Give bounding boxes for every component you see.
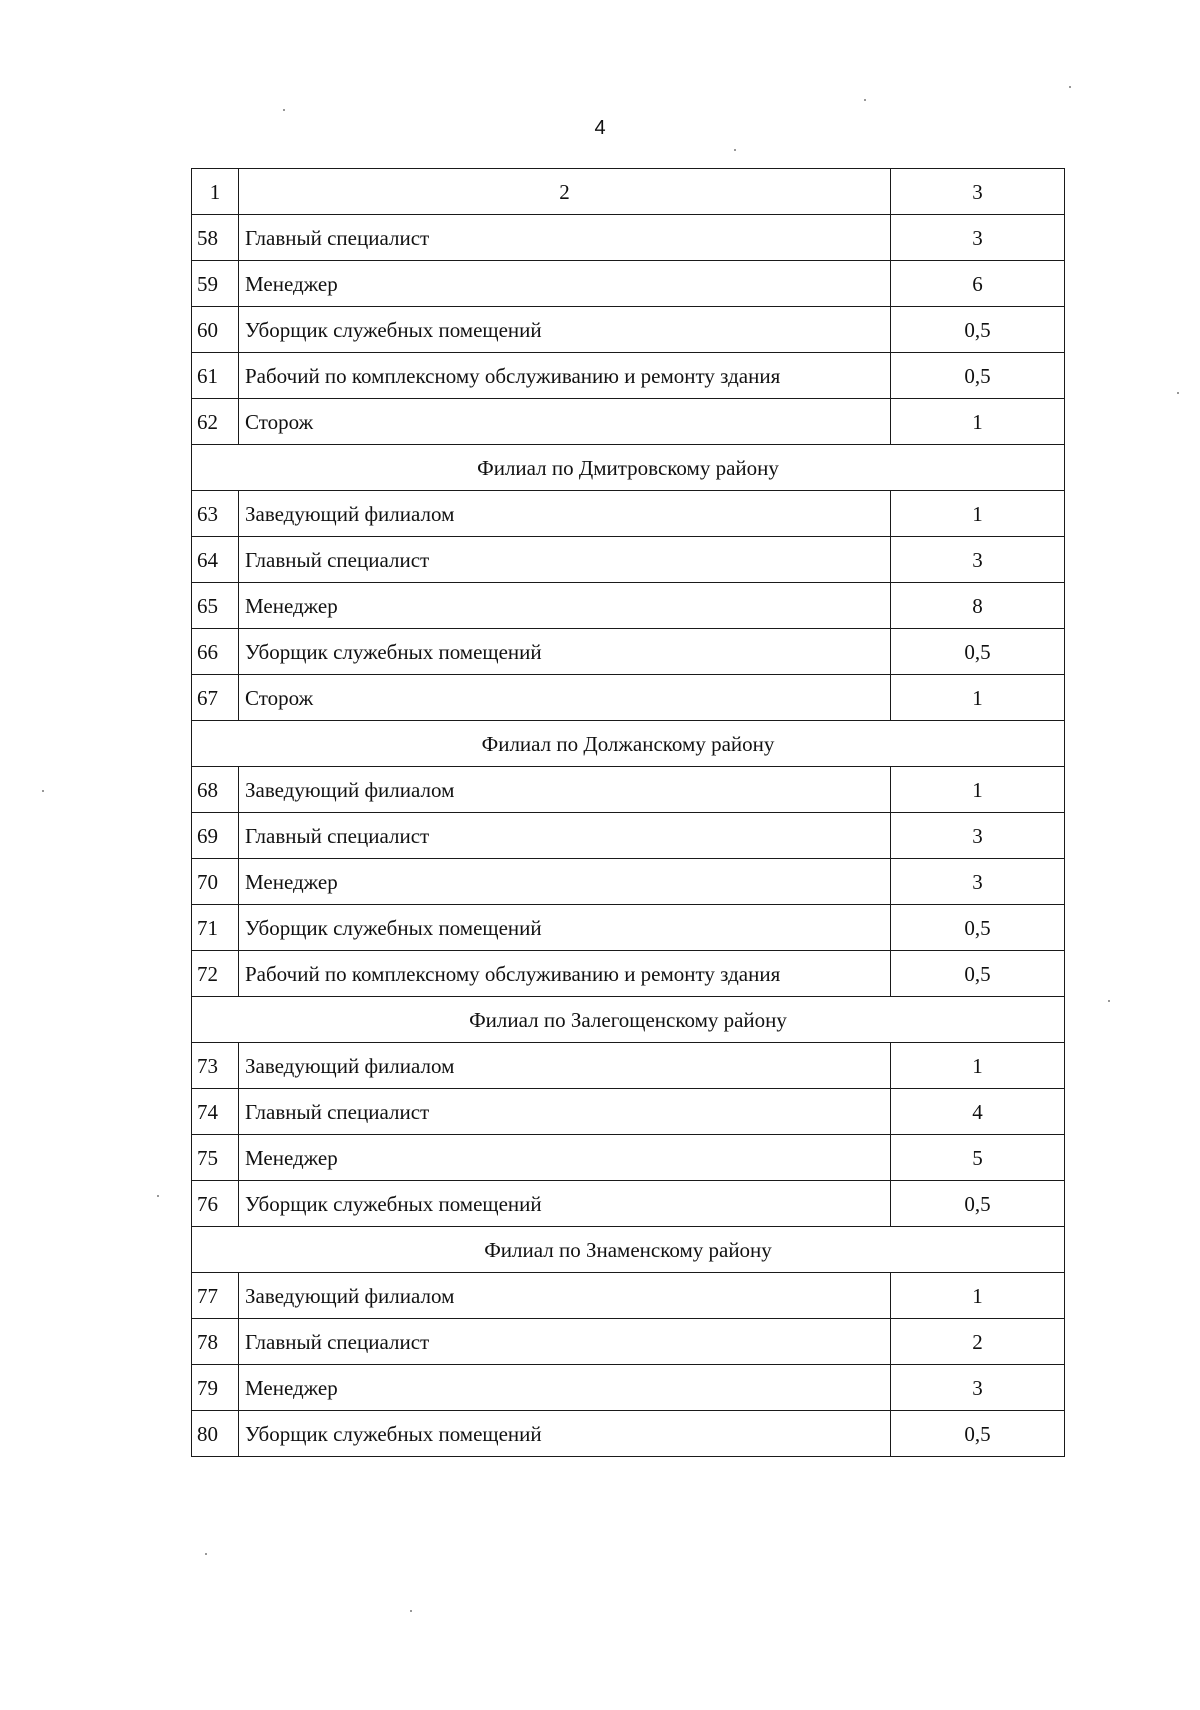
position-name-cell: Уборщик служебных помещений	[239, 307, 891, 353]
staff-quantity-cell: 0,5	[891, 629, 1065, 675]
position-name-cell: Главный специалист	[239, 1089, 891, 1135]
scan-speck	[1108, 1000, 1110, 1002]
staff-table	[191, 168, 1065, 1457]
row-number-cell: 80	[192, 1411, 239, 1457]
position-name-cell: Менеджер	[239, 1135, 891, 1181]
staff-quantity-cell: 0,5	[891, 307, 1065, 353]
page-number: 4	[594, 117, 606, 139]
row-number-cell: 77	[192, 1273, 239, 1319]
row-number-cell: 66	[192, 629, 239, 675]
table-row	[192, 951, 1065, 997]
position-name-cell: Уборщик служебных помещений	[239, 1181, 891, 1227]
scan-speck	[283, 109, 285, 111]
table-row	[192, 307, 1065, 353]
position-name-cell: Уборщик служебных помещений	[239, 905, 891, 951]
row-number-cell: 75	[192, 1135, 239, 1181]
row-number-cell: 64	[192, 537, 239, 583]
position-name-cell: Заведующий филиалом	[239, 1273, 891, 1319]
position-name-cell: Менеджер	[239, 583, 891, 629]
staff-quantity-cell: 2	[891, 1319, 1065, 1365]
position-name-cell: Заведующий филиалом	[239, 767, 891, 813]
table-row	[192, 1319, 1065, 1365]
table-row	[192, 859, 1065, 905]
header-cell-quantity: 3	[891, 169, 1065, 215]
row-number-cell: 62	[192, 399, 239, 445]
table-row	[192, 675, 1065, 721]
table-row	[192, 1135, 1065, 1181]
staff-quantity-cell: 0,5	[891, 1181, 1065, 1227]
table-row	[192, 767, 1065, 813]
table-row	[192, 1043, 1065, 1089]
row-number-cell: 63	[192, 491, 239, 537]
branch-section-row	[192, 721, 1065, 767]
row-number-cell: 73	[192, 1043, 239, 1089]
scan-speck	[410, 1610, 412, 1612]
header-cell-name: 2	[239, 169, 891, 215]
table-row	[192, 1089, 1065, 1135]
position-name-cell: Уборщик служебных помещений	[239, 1411, 891, 1457]
table-row	[192, 399, 1065, 445]
branch-section-title: Филиал по Знаменскому району	[192, 1227, 1065, 1273]
row-number-cell: 72	[192, 951, 239, 997]
table-row	[192, 537, 1065, 583]
scan-speck	[205, 1553, 207, 1555]
position-name-cell: Рабочий по комплексному обслуживанию и ремонту здания	[239, 951, 891, 997]
position-name-cell: Главный специалист	[239, 813, 891, 859]
staff-quantity-cell: 6	[891, 261, 1065, 307]
position-name-cell: Менеджер	[239, 859, 891, 905]
table-row	[192, 1181, 1065, 1227]
scan-speck	[42, 790, 44, 792]
position-name-cell: Заведующий филиалом	[239, 1043, 891, 1089]
position-name-cell: Главный специалист	[239, 537, 891, 583]
table-row	[192, 583, 1065, 629]
position-name-cell: Главный специалист	[239, 1319, 891, 1365]
position-name-cell: Главный специалист	[239, 215, 891, 261]
row-number-cell: 58	[192, 215, 239, 261]
staff-quantity-cell: 1	[891, 491, 1065, 537]
table-row	[192, 813, 1065, 859]
branch-section-row	[192, 1227, 1065, 1273]
position-name-cell: Сторож	[239, 399, 891, 445]
scan-speck	[864, 99, 866, 101]
branch-section-title: Филиал по Должанскому району	[192, 721, 1065, 767]
row-number-cell: 59	[192, 261, 239, 307]
row-number-cell: 60	[192, 307, 239, 353]
table-row	[192, 1365, 1065, 1411]
branch-section-title: Филиал по Дмитровскому району	[192, 445, 1065, 491]
row-number-cell: 78	[192, 1319, 239, 1365]
table-row	[192, 905, 1065, 951]
scan-speck	[1177, 392, 1179, 394]
row-number-cell: 76	[192, 1181, 239, 1227]
row-number-cell: 74	[192, 1089, 239, 1135]
table-row	[192, 353, 1065, 399]
staff-quantity-cell: 1	[891, 1273, 1065, 1319]
branch-section-title: Филиал по Залегощенскому району	[192, 997, 1065, 1043]
position-name-cell: Менеджер	[239, 1365, 891, 1411]
position-name-cell: Сторож	[239, 675, 891, 721]
row-number-cell: 65	[192, 583, 239, 629]
staff-quantity-cell: 3	[891, 537, 1065, 583]
staff-quantity-cell: 3	[891, 859, 1065, 905]
row-number-cell: 71	[192, 905, 239, 951]
table-row	[192, 491, 1065, 537]
staff-quantity-cell: 3	[891, 1365, 1065, 1411]
staff-quantity-cell: 1	[891, 1043, 1065, 1089]
staff-quantity-cell: 0,5	[891, 1411, 1065, 1457]
scan-speck	[157, 1195, 159, 1197]
scan-speck	[1069, 86, 1071, 88]
header-cell-number: 1	[192, 169, 239, 215]
position-name-cell: Менеджер	[239, 261, 891, 307]
staff-quantity-cell: 0,5	[891, 353, 1065, 399]
table-row	[192, 261, 1065, 307]
staff-quantity-cell: 8	[891, 583, 1065, 629]
position-name-cell: Заведующий филиалом	[239, 491, 891, 537]
branch-section-row	[192, 997, 1065, 1043]
staff-quantity-cell: 0,5	[891, 951, 1065, 997]
row-number-cell: 69	[192, 813, 239, 859]
table-header-row	[192, 169, 1065, 215]
branch-section-row	[192, 445, 1065, 491]
row-number-cell: 70	[192, 859, 239, 905]
row-number-cell: 79	[192, 1365, 239, 1411]
table-row	[192, 629, 1065, 675]
table-row	[192, 1273, 1065, 1319]
row-number-cell: 67	[192, 675, 239, 721]
staff-table-body	[192, 169, 1065, 1457]
staff-quantity-cell: 3	[891, 813, 1065, 859]
table-row	[192, 1411, 1065, 1457]
staff-quantity-cell: 1	[891, 767, 1065, 813]
staff-quantity-cell: 4	[891, 1089, 1065, 1135]
table-row	[192, 215, 1065, 261]
staff-quantity-cell: 3	[891, 215, 1065, 261]
position-name-cell: Рабочий по комплексному обслуживанию и ремонту здания	[239, 353, 891, 399]
position-name-cell: Уборщик служебных помещений	[239, 629, 891, 675]
row-number-cell: 68	[192, 767, 239, 813]
staff-quantity-cell: 5	[891, 1135, 1065, 1181]
staff-quantity-cell: 1	[891, 399, 1065, 445]
row-number-cell: 61	[192, 353, 239, 399]
staff-quantity-cell: 0,5	[891, 905, 1065, 951]
scan-speck	[734, 149, 736, 151]
staff-quantity-cell: 1	[891, 675, 1065, 721]
